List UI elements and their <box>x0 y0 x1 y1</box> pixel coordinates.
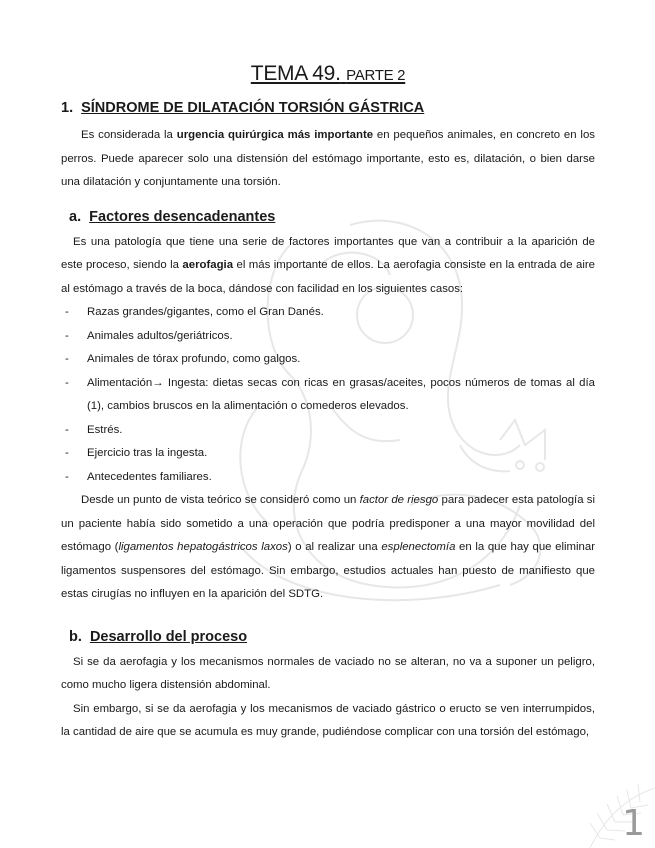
subsection-b-title: Desarrollo del proceso <box>89 628 248 645</box>
subsection-a-letter: a. <box>69 208 82 225</box>
emphasis-text: urgencia quirúrgica más importante <box>176 129 374 141</box>
text-run: el más importante de ellos. La aerofagia consiste en la entrada de aire al estómago a través de la boca, dándose con facilidad en los siguientes casos: <box>61 259 595 295</box>
subsection-a-heading <box>69 209 595 225</box>
risk-factor-list <box>61 301 595 489</box>
subsection-b-paragraph-1: Si se da aerofagia y los mecanismos normales de vaciado no se alteran, no va a suponer un peligro, como mucho ligera distensión abdominal. <box>61 655 595 691</box>
subsection-b-heading <box>69 629 595 645</box>
list-item: - Estrés. <box>61 419 595 443</box>
section-1-heading <box>61 100 595 116</box>
italic-text: esplenectomía <box>381 541 456 553</box>
subsection-a-paragraph-1 <box>61 231 595 302</box>
page-title <box>61 62 595 86</box>
subsection-a-paragraph-2 <box>61 489 595 607</box>
italic-text: ligamentos hepatogástricos laxos <box>118 541 288 553</box>
text-run: ) o al realizar una <box>287 541 382 553</box>
section-1-intro <box>61 124 595 195</box>
emphasis-text: aerofagia <box>182 259 234 271</box>
document-body <box>61 56 595 745</box>
list-item: - Ejercicio tras la ingesta. <box>61 442 595 466</box>
text-run: en pequeños animales, en concreto en los perros. Puede aparecer solo una distensión del estómago importante, esto es, dilatación, o bien darse una dilatación y conjuntamente una torsión. <box>61 129 595 188</box>
italic-text: factor de riesgo <box>359 494 439 506</box>
list-item: - Antecedentes familiares. <box>61 466 595 490</box>
right-arrow-icon: → <box>152 376 164 389</box>
page-number: 1 <box>622 803 645 844</box>
text-run: Es considerada la <box>81 129 177 141</box>
subsection-b-paragraph-2: Sin embargo, si se da aerofagia y los mecanismos de vaciado gástrico o eructo se ven interrumpidos, la cantidad de aire que se acumula es muy grande, pudiéndose complicar con una torsión del estómago, <box>61 702 595 738</box>
subsection-b-letter: b. <box>69 628 82 645</box>
section-1-title: SÍNDROME DE DILATACIÓN TORSIÓN GÁSTRICA <box>81 100 425 116</box>
text-run: Desde un punto de vista teórico se consideró como un <box>81 494 360 506</box>
text-run: Es una patología que tiene una serie de factores importantes que van a contribuir a la aparición de este proceso, siendo la <box>61 235 595 271</box>
title-main: TEMA 49. <box>250 62 341 85</box>
text-run: Ingesta: dietas secas con ricas en grasas/aceites, pocos números de tomas al día (1), cambios bruscos en la alimentación o comederos elevados. <box>87 376 595 412</box>
list-item: - Animales adultos/geriátricos. <box>61 325 595 349</box>
section-1-number: 1. <box>61 100 74 116</box>
list-item: - Razas grandes/gigantes, como el Gran Danés. <box>61 301 595 325</box>
text-run: para padecer esta patología si un paciente había sido sometido a una operación que podría predisponer a una mayor movilidad del estómago ( <box>61 494 595 553</box>
subsection-a-title: Factores desencadenantes <box>89 208 276 225</box>
title-sub: PARTE 2 <box>346 67 406 84</box>
text-run: en la que hay que eliminar ligamentos suspensores del estómago. Sin embargo, estudios actuales han puesto de manifiesto que estas cirugías no influyen en la aparición del SDTG. <box>61 541 595 600</box>
text-run: Alimentación <box>87 376 153 389</box>
list-item: - Animales de tórax profundo, como galgos. <box>61 348 595 372</box>
list-item <box>61 372 595 419</box>
